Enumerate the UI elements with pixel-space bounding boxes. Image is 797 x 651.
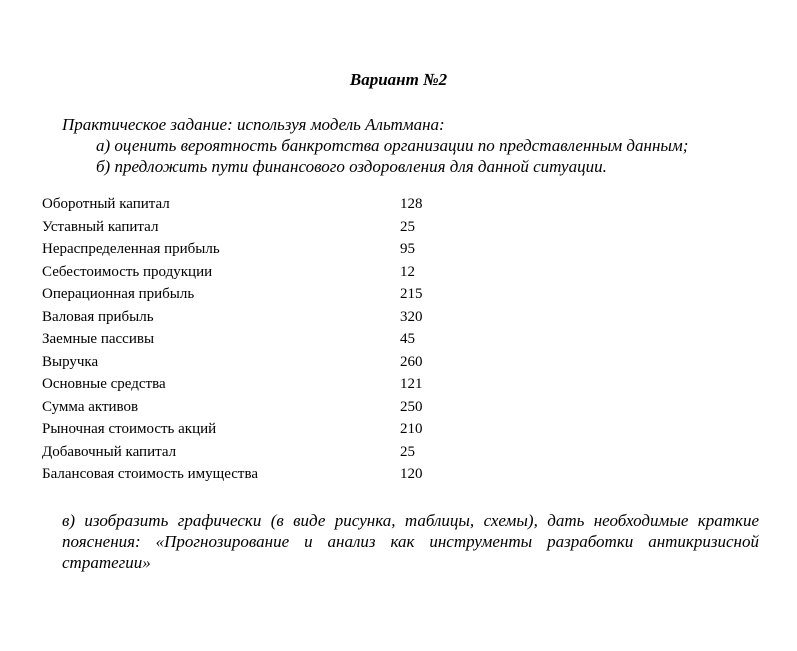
indicator-value: 25: [400, 218, 415, 235]
indicator-value: 25: [400, 443, 415, 460]
indicator-label: Балансовая стоимость имущества: [42, 466, 258, 482]
table-row: [42, 193, 460, 216]
indicator-label: Валовая прибыль: [42, 308, 154, 325]
indicator-value: 128: [400, 196, 423, 212]
indicator-value: 12: [400, 263, 415, 280]
indicator-label: Добавочный капитал: [42, 443, 177, 460]
indicator-label: Заемные пассивы: [42, 331, 155, 347]
indicators-table: [42, 193, 460, 486]
task-intro: Практическое задание: используя модель Альтмана:: [62, 115, 445, 134]
table-row: [42, 216, 460, 239]
task-item-c: в) изобразить графически (в виде рисунка, таблицы, схемы), дать необходимые краткие пояснения: «Прогнозирование и анализ как инструменты разработки антикризисной стратегии»: [62, 511, 759, 572]
indicator-value: 95: [400, 241, 415, 257]
table-row: [42, 373, 460, 396]
indicator-value: 120: [400, 466, 423, 482]
indicator-label: Операционная прибыль: [42, 286, 195, 302]
table-row: [42, 283, 460, 306]
indicator-label: Оборотный капитал: [42, 196, 170, 212]
task-item-b: б) предложить пути финансового оздоровления для данной ситуации.: [96, 157, 607, 176]
table-row: [42, 261, 460, 284]
table-row: [42, 351, 460, 374]
indicator-value: 210: [400, 421, 423, 437]
indicator-label: Нераспределенная прибыль: [42, 241, 220, 257]
table-row: [42, 418, 460, 441]
indicator-label: Сумма активов: [42, 398, 139, 415]
indicator-value: 320: [400, 308, 423, 325]
indicator-label: Рыночная стоимость акций: [42, 421, 217, 437]
table-row: [42, 463, 460, 486]
task-item-a: а) оценить вероятность банкротства организации по представленным данным;: [96, 136, 689, 155]
indicator-label: Себестоимость продукции: [42, 263, 213, 280]
indicator-label: Уставный капитал: [42, 218, 159, 235]
table-row: [42, 306, 460, 329]
practical-task: [62, 114, 688, 177]
variant-title: Вариант №2: [349, 70, 448, 89]
indicator-value: 250: [400, 398, 423, 415]
indicator-label: Выручка: [42, 353, 99, 370]
indicator-value: 215: [400, 286, 423, 302]
table-row: [42, 441, 460, 464]
indicator-value: 260: [400, 353, 423, 370]
table-row: [42, 328, 460, 351]
table-row: [42, 396, 460, 419]
indicator-value: 45: [400, 331, 415, 347]
indicator-label: Основные средства: [42, 376, 166, 392]
indicator-value: 121: [400, 376, 423, 392]
table-row: [42, 238, 460, 261]
